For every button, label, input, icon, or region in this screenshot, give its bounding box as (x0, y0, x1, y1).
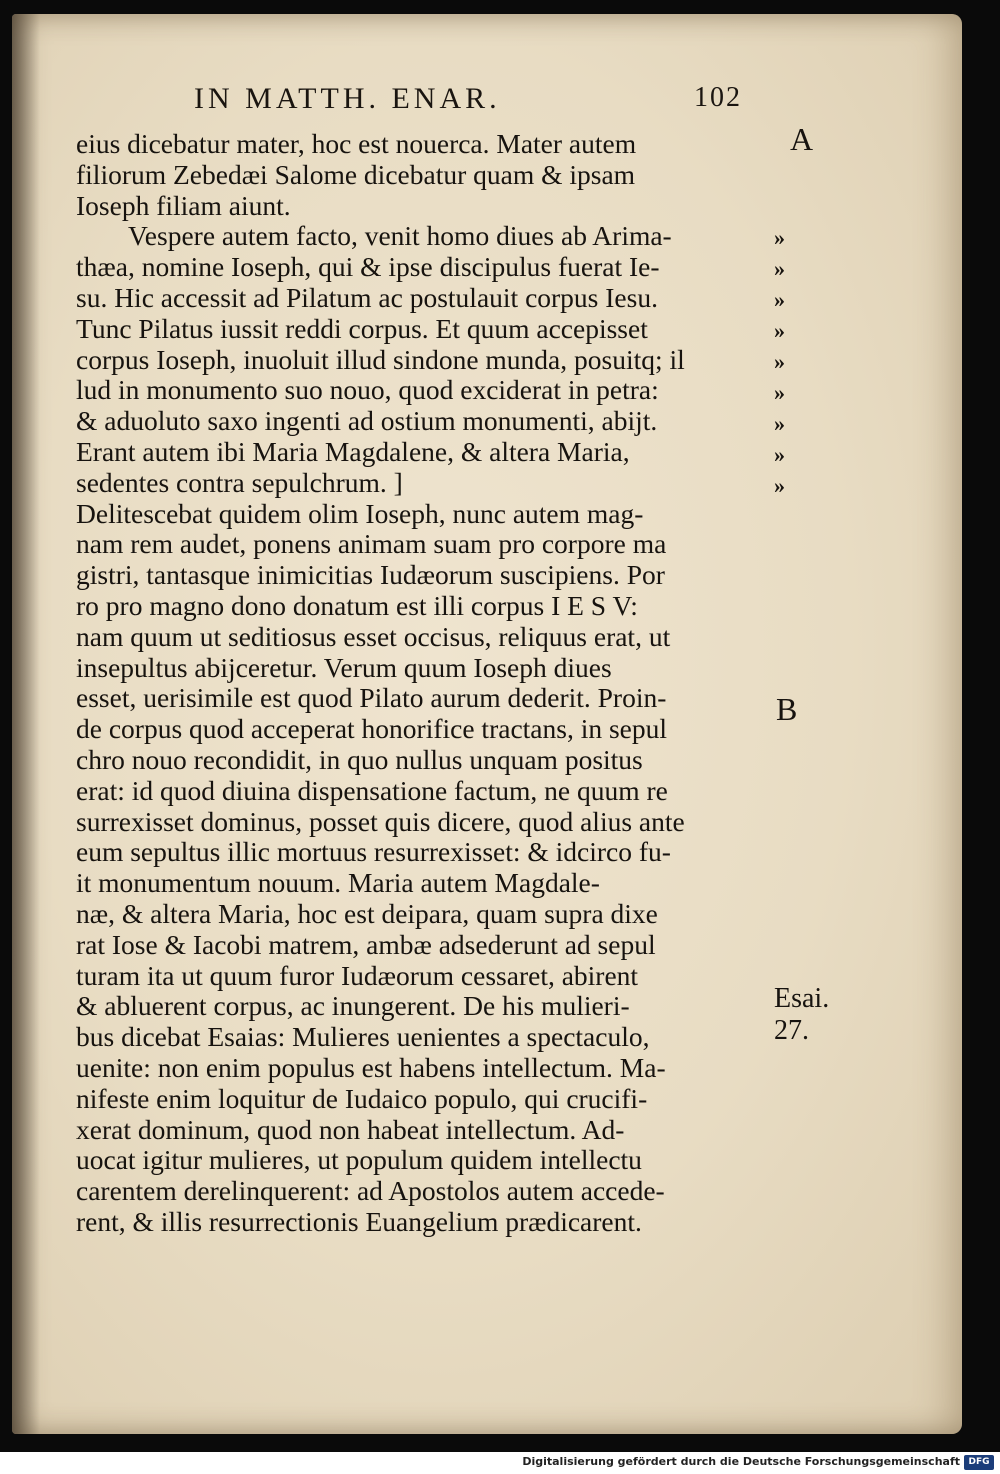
text-line: ro pro magno dono donatum est illi corpus I E S V: (76, 590, 638, 621)
quote-mark: » (774, 411, 783, 436)
spine-shadow (12, 14, 40, 1434)
text-line: nam quum ut seditiosus esset occisus, reliquus erat, ut (76, 621, 671, 652)
text-line: gistri, tantasque inimicitias Iudæorum suscipiens. Por (76, 560, 665, 591)
quote-mark: » (774, 287, 783, 312)
text-line: su. Hic accessit ad Pilatum ac postulauit corpus Iesu. (76, 282, 658, 313)
marginal-reference: 27. (774, 1015, 809, 1046)
text-line: corpus Ioseph, inuoluit illud sindone munda, posuitq; il (76, 344, 685, 375)
text-line: rat Iose & Iacobi matrem, ambæ adsederunt ad sepul (76, 929, 656, 960)
page-header (182, 82, 742, 122)
text-line: carentem derelinquerent: ad Apostolos autem accede- (76, 1176, 665, 1207)
text-line: lud in monumento suo nouo, quod exciderat in petra: (76, 375, 659, 406)
text-line: surrexisset dominus, posset quis dicere, quod alius ante (76, 806, 685, 837)
text-line: sedentes contra sepulchrum. ] (76, 467, 403, 498)
text-line: filiorum Zebedæi Salome dicebatur quam & ipsam (76, 159, 636, 190)
text-line: næ, & altera Maria, hoc est deipara, quam supra dixe (76, 898, 658, 929)
page-number: 102 (694, 82, 742, 113)
text-line: Tunc Pilatus iussit reddi corpus. Et quum accepisset (76, 313, 648, 344)
text-line: eius dicebatur mater, hoc est nouerca. Mater autem (76, 129, 637, 159)
text-line: xerat dominum, quod non habeat intellectum. Ad- (76, 1114, 625, 1145)
text-line: turam ita ut quum furor Iudæorum cessaret, abirent (76, 960, 639, 991)
quote-mark: » (774, 380, 783, 405)
text-line: & aduoluto saxo ingenti ad ostium monumenti, abijt. (76, 406, 658, 437)
text-line: eum sepultus illic mortuus resurrexisset: & idcirco fu- (76, 837, 671, 868)
quote-mark: » (774, 442, 783, 467)
text-line: uenite: non enim populus est habens intellectum. Ma- (76, 1052, 666, 1083)
text-line: & abluerent corpus, ac inungerent. De his mulieri- (76, 991, 630, 1022)
text-line: Ioseph filiam aiunt. (76, 190, 291, 221)
quote-mark: » (774, 473, 783, 498)
section-marker-a: A (790, 121, 814, 157)
text-line: nam rem audet, ponens animam suam pro corpore ma (76, 529, 667, 560)
quote-mark: » (774, 256, 783, 281)
text-line: nifeste enim loquitur de Iudaico populo, qui crucifi- (76, 1083, 648, 1114)
text-line: it monumentum nouum. Maria autem Magdale- (76, 868, 600, 899)
section-marker-b: B (776, 691, 798, 727)
text-line: Delitescebat quidem olim Ioseph, nunc autem mag- (76, 498, 644, 529)
text-line: uocat igitur mulieres, ut populum quidem intellectu (76, 1145, 642, 1176)
text-line: bus dicebat Esaias: Mulieres uenientes a spectaculo, (76, 1022, 650, 1053)
quote-mark: » (774, 318, 783, 343)
quote-mark: » (774, 225, 783, 250)
text-line: insepultus abijceretur. Verum quum Ioseph diues (76, 652, 612, 683)
text-line: erat: id quod diuina dispensatione factum, ne quum re (76, 775, 668, 806)
text-line: Vespere autem facto, venit homo diues ab Arima- (128, 221, 672, 252)
footer-bar (0, 1452, 1000, 1474)
text-line: de corpus quod acceperat honorifice tractans, in sepul (76, 714, 668, 745)
funding-credit: Digitalisierung gefördert durch die Deutsche Forschungsgemeinschaft (522, 1455, 960, 1468)
quote-mark: » (774, 349, 783, 374)
marginal-reference: Esai. (774, 983, 830, 1014)
running-title: IN MATTH. ENAR. (194, 82, 501, 115)
text-line: thæa, nomine Ioseph, qui & ipse discipulus fuerat Ie- (76, 252, 660, 283)
text-line: rent, & illis resurrectionis Euangelium prædicarent. (76, 1206, 642, 1237)
body-text (76, 129, 766, 1238)
text-line: esset, uerisimile est quod Pilato aurum dederit. Proin- (76, 683, 667, 714)
text-line: chro nouo recondidit, in quo nullus unquam positus (76, 744, 643, 775)
text-line: Erant autem ibi Maria Magdalene, & altera Maria, (76, 436, 630, 467)
dfg-logo: DFG (964, 1455, 994, 1470)
book-page (12, 14, 962, 1434)
